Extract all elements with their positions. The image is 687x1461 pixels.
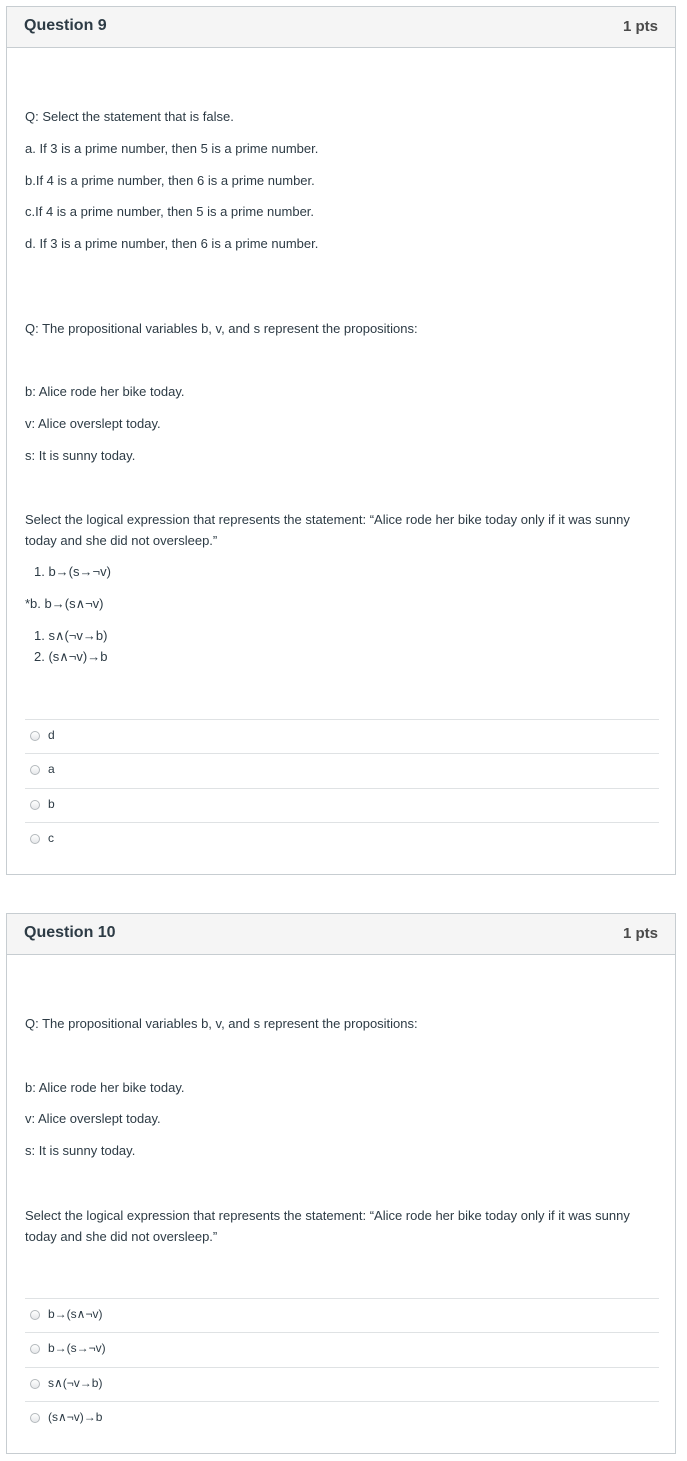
answer-label[interactable]: s∧(¬v→b) — [48, 1376, 103, 1390]
radio-button[interactable] — [30, 800, 40, 810]
question-10-text-2: b: Alice rode her bike today. — [25, 1080, 185, 1095]
question-10-text-4: s: It is sunny today. — [25, 1143, 136, 1158]
answer-option[interactable] — [25, 788, 659, 822]
answer-option[interactable] — [25, 1332, 659, 1366]
question-9-list-item: 2. (s∧¬v)→b — [34, 649, 108, 664]
answer-label[interactable]: d — [48, 728, 55, 742]
answer-option[interactable] — [25, 719, 659, 753]
answer-option[interactable] — [25, 1298, 659, 1332]
question-10-text-5: Select the logical expression that represents the statement: “Alice rode her bike today only if it was sunny today and she did not oversleep.” — [25, 1208, 630, 1244]
radio-button[interactable] — [30, 1344, 40, 1354]
question-9-points: 1 pts — [622, 18, 658, 35]
answer-label[interactable]: (s∧¬v)→b — [48, 1410, 103, 1424]
question-9-text-11: *b. b→(s∧¬v) — [25, 596, 104, 611]
question-9-title: Question 9 — [24, 17, 107, 34]
radio-button[interactable] — [30, 765, 40, 775]
question-9-text-1: Q: Select the statement that is false. — [25, 109, 234, 124]
radio-button[interactable] — [30, 1379, 40, 1389]
answer-label[interactable]: b→(s∧¬v) — [48, 1307, 103, 1321]
answer-option[interactable] — [25, 753, 659, 787]
answer-option[interactable] — [25, 1401, 659, 1435]
radio-button[interactable] — [30, 1413, 40, 1423]
radio-button[interactable] — [30, 731, 40, 741]
question-10-points: 1 pts — [622, 925, 658, 942]
answer-option[interactable] — [25, 822, 659, 856]
question-9-text-3: b.If 4 is a prime number, then 6 is a prime number. — [25, 173, 315, 188]
question-10-text-1: Q: The propositional variables b, v, and s represent the propositions: — [25, 1016, 418, 1031]
question-9-header — [7, 7, 675, 48]
answer-label[interactable]: b→(s→¬v) — [48, 1341, 106, 1355]
question-9-text-6: Q: The propositional variables b, v, and s represent the propositions: — [25, 321, 418, 336]
question-9-card — [6, 6, 676, 875]
radio-button[interactable] — [30, 1310, 40, 1320]
answer-option[interactable] — [25, 1367, 659, 1401]
question-10-header — [7, 914, 675, 955]
question-9-text-7: b: Alice rode her bike today. — [25, 384, 185, 399]
question-9-text-5: d. If 3 is a prime number, then 6 is a prime number. — [25, 236, 319, 251]
question-10-card — [6, 913, 676, 1454]
answer-label[interactable]: a — [48, 762, 55, 776]
question-10-text-3: v: Alice overslept today. — [25, 1111, 161, 1126]
question-9-list-item: 1. s∧(¬v→b) — [34, 628, 108, 643]
question-9-text-2: a. If 3 is a prime number, then 5 is a prime number. — [25, 141, 319, 156]
question-9-text-4: c.If 4 is a prime number, then 5 is a prime number. — [25, 204, 315, 219]
question-9-text-9: s: It is sunny today. — [25, 448, 136, 463]
radio-button[interactable] — [30, 834, 40, 844]
question-9-list-item: 1. b→(s→¬v) — [34, 564, 111, 579]
question-9-text-10: Select the logical expression that represents the statement: “Alice rode her bike today only if it was sunny today and she did not oversleep.” — [25, 512, 630, 548]
answer-label[interactable]: c — [48, 831, 54, 845]
question-10-title: Question 10 — [24, 924, 116, 941]
answer-label[interactable]: b — [48, 797, 55, 811]
question-9-text-8: v: Alice overslept today. — [25, 416, 161, 431]
